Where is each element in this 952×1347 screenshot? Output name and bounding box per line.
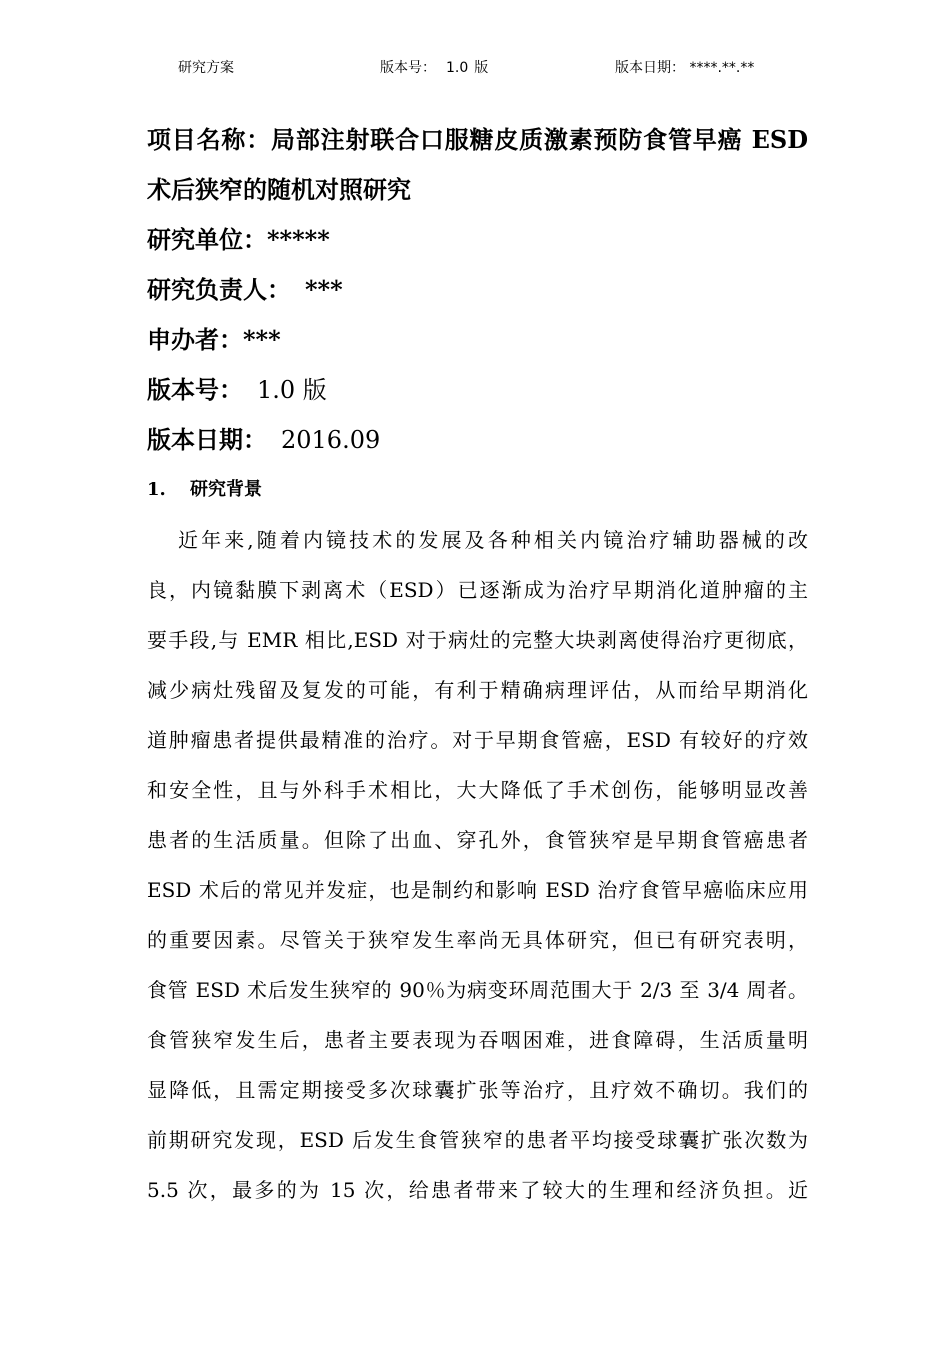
paragraph-line: 良，内镜黏膜下剥离术（ESD）已逐渐成为治疗早期消化道肿瘤的主 xyxy=(147,578,808,602)
paragraph-line: 和安全性，且与外科手术相比，大大降低了手术创伤，能够明显改善 xyxy=(147,778,808,802)
paragraph-line: 要手段,与 EMR 相比,ESD 对于病灶的完整大块剥离使得治疗更彻底， xyxy=(147,628,808,652)
project-title-line-1 xyxy=(147,115,808,165)
sponsor xyxy=(147,315,808,365)
section-heading xyxy=(147,465,808,515)
principal-investigator xyxy=(147,265,808,315)
project-title-label: 项目名称： xyxy=(147,125,272,154)
header-version xyxy=(380,58,488,78)
paragraph-line: 道肿瘤患者提供最精准的治疗。对于早期食管癌，ESD 有较好的疗效 xyxy=(147,728,808,752)
version-date-value: 2016.09 xyxy=(281,426,381,454)
paragraph-line: 显降低，且需定期接受多次球囊扩张等治疗，且疗效不确切。我们的 xyxy=(147,1078,808,1102)
paragraph-line: 的重要因素。尽管关于狭窄发生率尚无具体研究，但已有研究表明， xyxy=(147,928,808,952)
header-date-value: ****.**.** xyxy=(689,60,755,76)
header-version-number: 1.0 xyxy=(446,60,469,76)
version-number-value: 1.0 版 xyxy=(257,376,327,404)
sponsor-label: 申办者： xyxy=(147,325,243,354)
sponsor-value: *** xyxy=(243,325,281,354)
paragraph-line: 食管狭窄发生后，患者主要表现为吞咽困难，进食障碍，生活质量明 xyxy=(147,1028,808,1052)
principal-investigator-label: 研究负责人： xyxy=(147,275,291,304)
version-date-label: 版本日期： xyxy=(147,425,267,454)
header-date-label: 版本日期： xyxy=(615,60,685,76)
header-version-label: 版本号： xyxy=(380,60,436,76)
version-date xyxy=(147,415,808,465)
document-body xyxy=(147,115,808,1215)
paragraph-line: 食管 ESD 术后发生狭窄的 90％为病变环周范围大于 2/3 至 3/4 周者。 xyxy=(147,978,808,1002)
paragraph-line: 患者的生活质量。但除了出血、穿孔外，食管狭窄是早期食管癌患者 xyxy=(147,828,808,852)
paragraph-line: 近年来,随着内镜技术的发展及各种相关内镜治疗辅助器械的改 xyxy=(178,528,808,552)
header-doc-type: 研究方案 xyxy=(178,60,234,76)
research-unit-label: 研究单位： xyxy=(147,225,267,254)
paragraph-line: 前期研究发现，ESD 后发生食管狭窄的患者平均接受球囊扩张次数为 xyxy=(147,1128,808,1152)
header-version-unit: 版 xyxy=(474,60,489,76)
version-number xyxy=(147,365,808,415)
project-title-line-2: 术后狭窄的随机对照研究 xyxy=(147,175,411,204)
section-number: 1. xyxy=(147,479,166,500)
paragraph-line: 减少病灶残留及复发的可能，有利于精确病理评估，从而给早期消化 xyxy=(147,678,808,702)
version-number-label: 版本号： xyxy=(147,375,243,404)
paragraph-line: 5.5 次，最多的为 15 次，给患者带来了较大的生理和经济负担。近 xyxy=(147,1178,808,1202)
principal-investigator-value: *** xyxy=(305,275,343,304)
header-date xyxy=(615,58,754,78)
research-unit-value: ***** xyxy=(267,225,330,254)
paragraph-line: ESD 术后的常见并发症，也是制约和影响 ESD 治疗食管早癌临床应用 xyxy=(147,878,808,902)
project-title-text-1: 局部注射联合口服糖皮质激素预防食管早癌 ESD xyxy=(271,125,809,154)
section-title: 研究背景 xyxy=(190,479,262,500)
research-unit xyxy=(147,215,808,265)
